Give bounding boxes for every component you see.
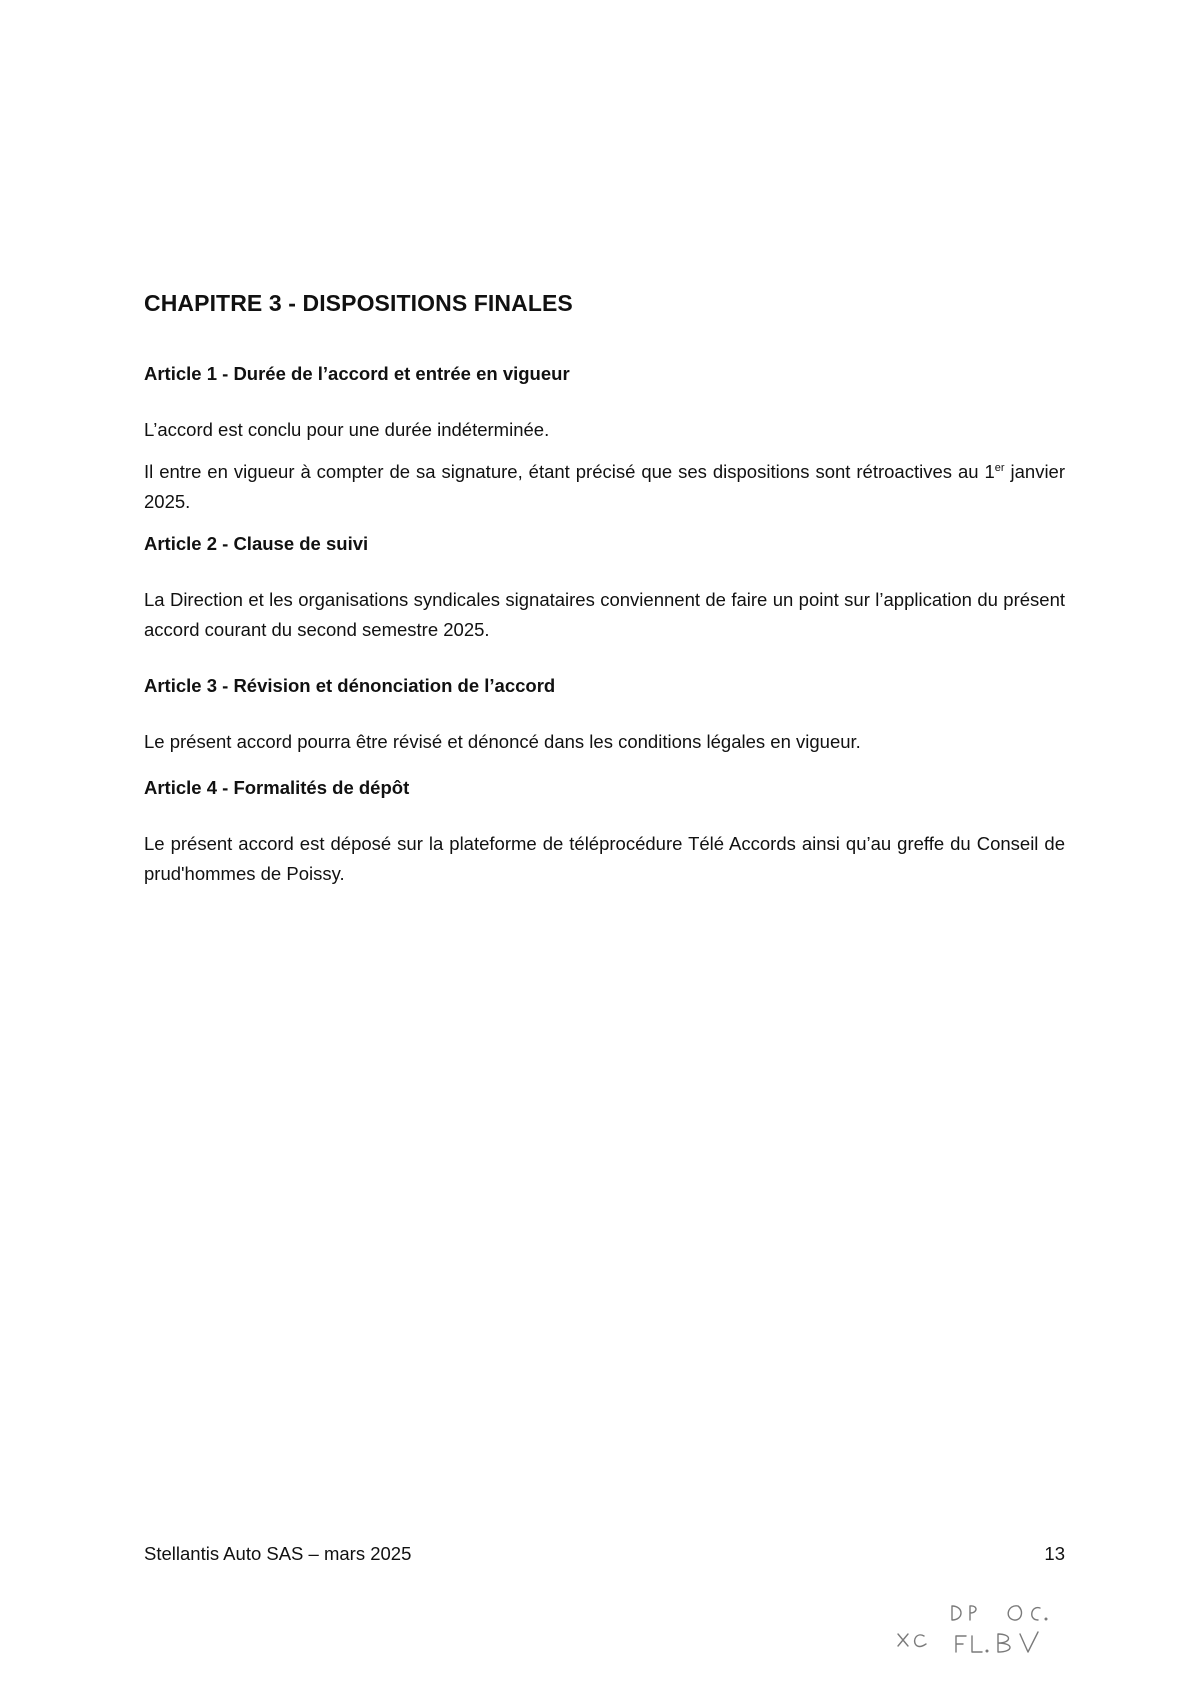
article-1-title: Article 1 - Durée de l’accord et entrée en vigueur bbox=[144, 363, 570, 384]
article-2 bbox=[144, 533, 1065, 645]
article-3-paragraph-1: Le présent accord pourra être révisé et dénoncé dans les conditions légales en vigueur. bbox=[144, 731, 861, 752]
article-3-title: Article 3 - Révision et dénonciation de l’accord bbox=[144, 675, 556, 696]
date-day: 1 bbox=[984, 461, 995, 482]
article-2-title: Article 2 - Clause de suivi bbox=[144, 533, 369, 554]
handwritten-initials bbox=[890, 1588, 1070, 1660]
article-1-paragraph-2 bbox=[144, 457, 1065, 517]
page-content bbox=[144, 290, 1065, 909]
chapter-title: CHAPITRE 3 - DISPOSITIONS FINALES bbox=[144, 290, 573, 316]
article-4-title: Article 4 - Formalités de dépôt bbox=[144, 777, 410, 798]
date-rest: janvier 2025. bbox=[144, 461, 1066, 512]
article-3 bbox=[144, 675, 1065, 757]
date-ordinal: er bbox=[994, 461, 1005, 474]
article-1-paragraph-2-text: Il entre en vigueur à compter de sa signature, étant précisé que ses dispositions sont rétroactives au bbox=[144, 461, 979, 482]
article-4-paragraph-1: Le présent accord est déposé sur la plateforme de téléprocédure Télé Accords ainsi qu’au greffe du Conseil de prud'hommes de Poissy. bbox=[144, 833, 1065, 884]
article-4 bbox=[144, 777, 1065, 889]
article-1 bbox=[144, 363, 1065, 517]
page-number: 13 bbox=[1044, 1543, 1065, 1564]
page-footer bbox=[144, 1543, 1065, 1565]
footer-company-date: Stellantis Auto SAS – mars 2025 bbox=[144, 1543, 412, 1564]
article-2-paragraph-1: La Direction et les organisations syndicales signataires conviennent de faire un point sur l’application du présent accord courant du second semestre 2025. bbox=[144, 589, 1065, 640]
article-1-paragraph-1: L’accord est conclu pour une durée indéterminée. bbox=[144, 419, 550, 440]
